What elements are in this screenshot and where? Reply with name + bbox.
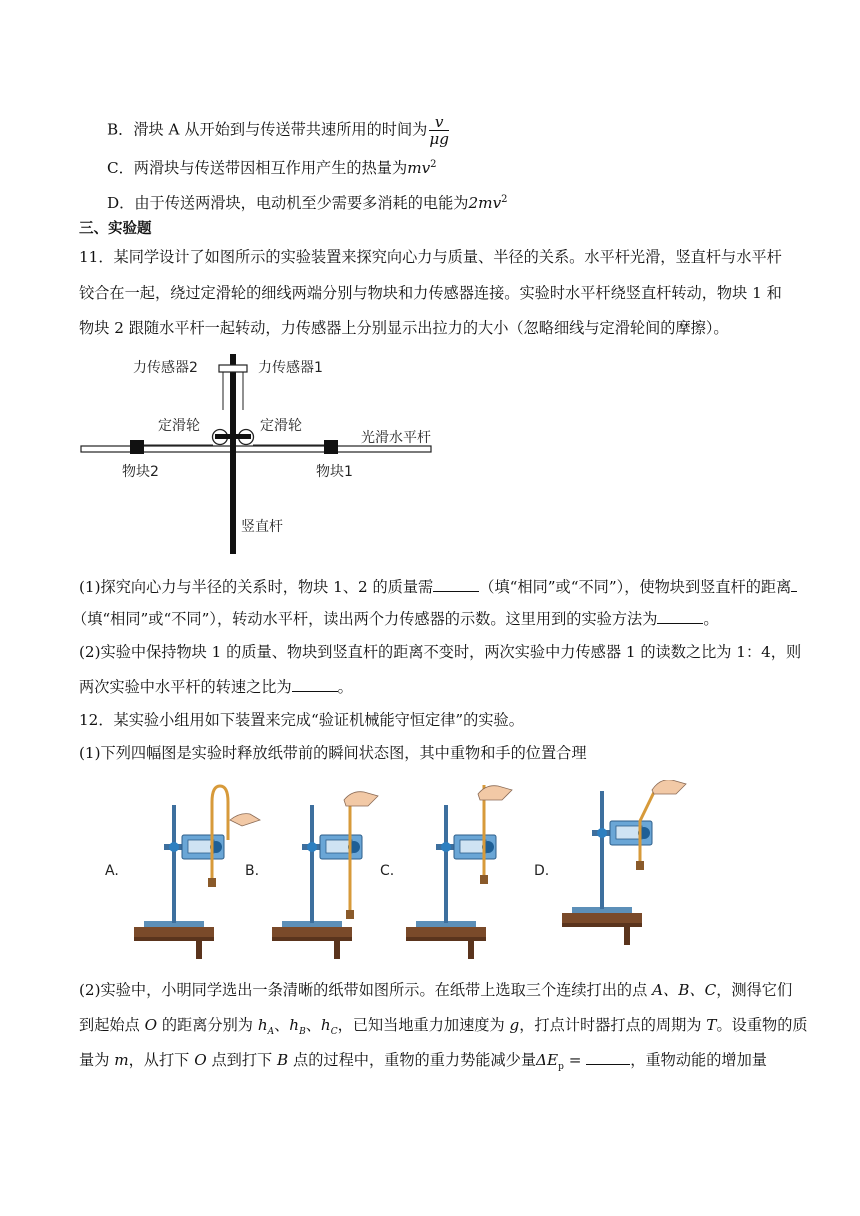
q11-part2-text: 两次实验中水平杆的转速之比为 (79, 678, 292, 696)
q12-part2-line3 (79, 1050, 767, 1077)
option-d-math: 2mv (468, 194, 502, 213)
mechanical-energy-setups-figure (100, 780, 700, 970)
text: 到起始点 (79, 1016, 145, 1034)
option-c-text: C．两滑块与传送带因相互作用产生的热量为 (107, 159, 408, 178)
points-abc: A、B、C (652, 981, 717, 999)
setup-label-d: D. (534, 863, 550, 879)
delta-ep (536, 1051, 564, 1073)
answer-blank-mass (433, 577, 479, 592)
setup-b (272, 792, 378, 959)
setup-label-a: A. (105, 863, 119, 879)
q11-part1-line1 (79, 577, 797, 597)
text: ，测得它们 (716, 981, 793, 999)
q11-part1-text-c: （填“相同”或“不同”），转动水平杆，读出两个力传感器的示数。这里用到的实验方法为 (72, 610, 658, 628)
option-c-sup: 2 (430, 159, 437, 170)
hinge-bar (215, 434, 251, 439)
q11-part1-line2 (72, 609, 719, 629)
text: 的距离分别为 (157, 1016, 258, 1034)
answer-blank-distance (791, 577, 797, 592)
vertical-rod (230, 354, 236, 554)
label-rod-vertical: 竖直杆 (241, 519, 283, 535)
label-pulley-left: 定滑轮 (158, 418, 200, 434)
q11-part1-text-b: （填“相同”或“不同”），使物块到竖直杆的距离 (479, 578, 792, 596)
q11-line-1: 11．某同学设计了如图所示的实验装置来探究向心力与质量、半径的关系。水平杆光滑，竖直杆与水平杆 (79, 248, 782, 266)
q11-part2-line2 (79, 677, 353, 697)
centripetal-apparatus-figure (78, 350, 518, 560)
text: ，打点计时器打点的周期为 (519, 1016, 707, 1034)
sub-c: C (330, 1027, 338, 1038)
text: 点到打下 (206, 1051, 278, 1069)
fraction-v-over-mug (429, 114, 449, 147)
option-d (107, 190, 508, 213)
label-block1: 物块1 (316, 464, 353, 480)
q11-part1-text-a: (1)探究向心力与半径的关系时，物块 1、2 的质量需 (79, 578, 434, 596)
text: (2)实验中，小明同学选出一条清晰的纸带如图所示。在纸带上选取三个连续打出的点 (79, 981, 653, 999)
period: 。 (703, 610, 719, 628)
q11-line-2: 铰合在一起，绕过定滑轮的细线两端分别与物块和力传感器连接。实验时水平杆绕竖直杆转动，物块 1 和 (79, 284, 782, 302)
m-symbol: m (114, 1051, 129, 1069)
label-rod-horizontal: 光滑水平杆 (361, 430, 431, 446)
sensor-bar (219, 365, 247, 372)
g-symbol: g (509, 1016, 520, 1034)
text: ，从打下 (128, 1051, 195, 1069)
text: 点的过程中，重物的重力势能减少量 (288, 1051, 537, 1069)
h-symbol: h (257, 1016, 268, 1034)
answer-blank-speed-ratio (292, 677, 338, 692)
answer-blank-method (657, 609, 703, 624)
option-b-text: B．滑块 A 从开始到与传送带共速所用的时间为 (107, 120, 428, 139)
text: ，重物动能的增加量 (630, 1051, 767, 1069)
o-symbol: O (194, 1051, 207, 1069)
setup-c (406, 785, 512, 959)
fraction-denominator: μg (429, 130, 449, 148)
sub-p: p (558, 1062, 564, 1073)
text: ，已知当地重力加速度为 (337, 1016, 510, 1034)
delta-e: ΔE (536, 1051, 559, 1069)
label-pulley-right: 定滑轮 (260, 418, 302, 434)
q12-line-1: 12．某实验小组用如下装置来完成“验证机械能守恒定律”的实验。 (79, 711, 524, 729)
h-symbol: h (289, 1016, 300, 1034)
q11-line-3: 物块 2 跟随水平杆一起转动，力传感器上分别显示出拉力的大小（忽略细线与定滑轮间的摩擦）。 (79, 319, 729, 337)
option-c (107, 155, 437, 178)
q12-line-2: (1)下列四幅图是实验时释放纸带前的瞬间状态图，其中重物和手的位置合理 (79, 744, 587, 762)
label-sensor1: 力传感器1 (258, 360, 323, 376)
h-symbol: h (320, 1016, 331, 1034)
setup-a (134, 786, 260, 959)
t-symbol: T (706, 1016, 717, 1034)
b-symbol: B (277, 1051, 289, 1069)
section-title: 三、实验题 (79, 221, 152, 237)
q11-part2-line1: (2)实验中保持物块 1 的质量、物块到竖直杆的距离不变时，两次实验中力传感器 1 的读数之比为 1：4，则 (79, 643, 802, 661)
setup-label-b: B. (245, 863, 260, 879)
period: 。 (337, 678, 353, 696)
text: 量为 (79, 1051, 115, 1069)
option-b (107, 114, 451, 147)
label-block2: 物块2 (122, 464, 159, 480)
block-1 (324, 440, 338, 454)
q12-part2-line2: 到起始点 O 的距离分别为 $h_A$、$h_B$、$h_C$，已知当地重力加速度为 g，打点计时器打点的周期为 T。设重物的质 (79, 1016, 808, 1038)
setup-label-c: C. (380, 863, 395, 879)
option-d-text: D．由于传送两滑块，电动机至少需要多消耗的电能为 (107, 194, 469, 213)
setup-d (562, 780, 686, 945)
option-c-math: mv (407, 159, 431, 178)
fraction-numerator: v (429, 114, 449, 131)
q12-part2-line1 (79, 980, 792, 1000)
text: 。设重物的质 (716, 1016, 808, 1034)
sub-b: B (299, 1027, 306, 1038)
point-o: O (144, 1016, 158, 1034)
sub-a: A (267, 1027, 275, 1038)
equals: = (563, 1051, 587, 1069)
answer-blank-potential (586, 1050, 630, 1065)
block-2 (130, 440, 144, 454)
option-d-sup: 2 (501, 194, 508, 205)
label-sensor2: 力传感器2 (133, 360, 198, 376)
